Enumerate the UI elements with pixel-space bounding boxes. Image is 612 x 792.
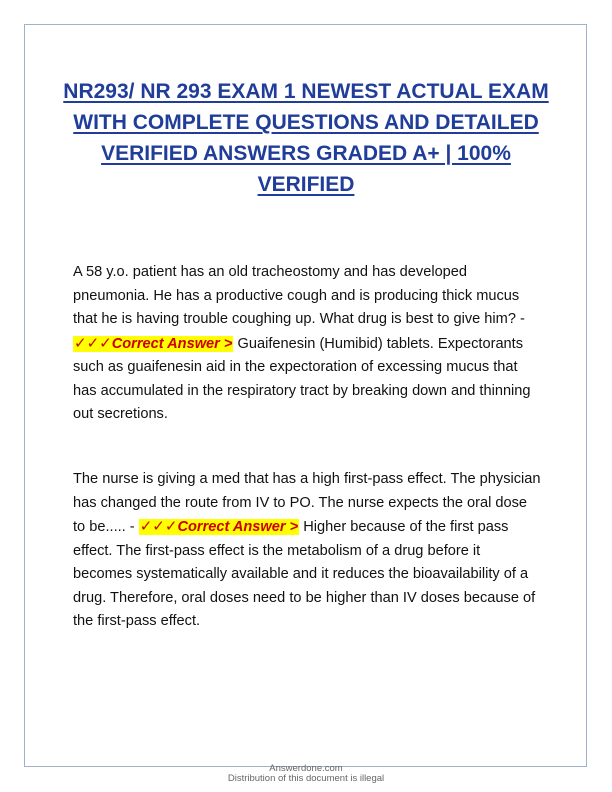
correct-answer-marker xyxy=(139,519,299,535)
question-text: The nurse is giving a med that has a high first-pass effect. The physician has changed the route from IV to PO. The nurse expects the oral dose to be..... xyxy=(73,471,541,535)
answer-dash: - xyxy=(129,519,139,535)
document-title: NR293/ NR 293 EXAM 1 NEWEST ACTUAL EXAM WITH COMPLETE QUESTIONS AND DETAILED VERIFIED ANSWERS GRADED A+ | 100% VERIFIED xyxy=(63,80,549,196)
checkmark-icon: ✓✓✓ xyxy=(139,517,178,535)
answer-text: Guaifenesin (Humibid) tablets. Expectorants such as guaifenesin aid in the expectoration of excessing mucus that has accumulated in the respiratory tract by breaking down and thinning out secretions. xyxy=(73,335,531,422)
question-block xyxy=(73,261,543,427)
answer-text: Higher because of the first pass effect. The first-pass effect is the metabolism of a drug before it becomes systematically available and it reduces the bioavailability of a drug. Therefore, oral doses need to be higher than IV doses because of the first-pass effect. xyxy=(73,519,536,629)
question-block xyxy=(73,468,543,634)
correct-answer-label: Correct Answer > xyxy=(111,335,233,352)
correct-answer-marker xyxy=(73,333,233,352)
question-text: A 58 y.o. patient has an old tracheostomy and has developed pneumonia. He has a productive cough and is producing thick mucus that he is having trouble coughing up. What drug is best to give him? xyxy=(73,264,520,327)
checkmark-icon: ✓✓✓ xyxy=(74,333,112,352)
correct-answer-label: Correct Answer > xyxy=(177,519,299,535)
footer-site: Answerdone.com xyxy=(269,763,343,774)
footer-notice: Distribution of this document is illegal xyxy=(227,773,385,784)
answer-dash: - xyxy=(520,311,525,327)
